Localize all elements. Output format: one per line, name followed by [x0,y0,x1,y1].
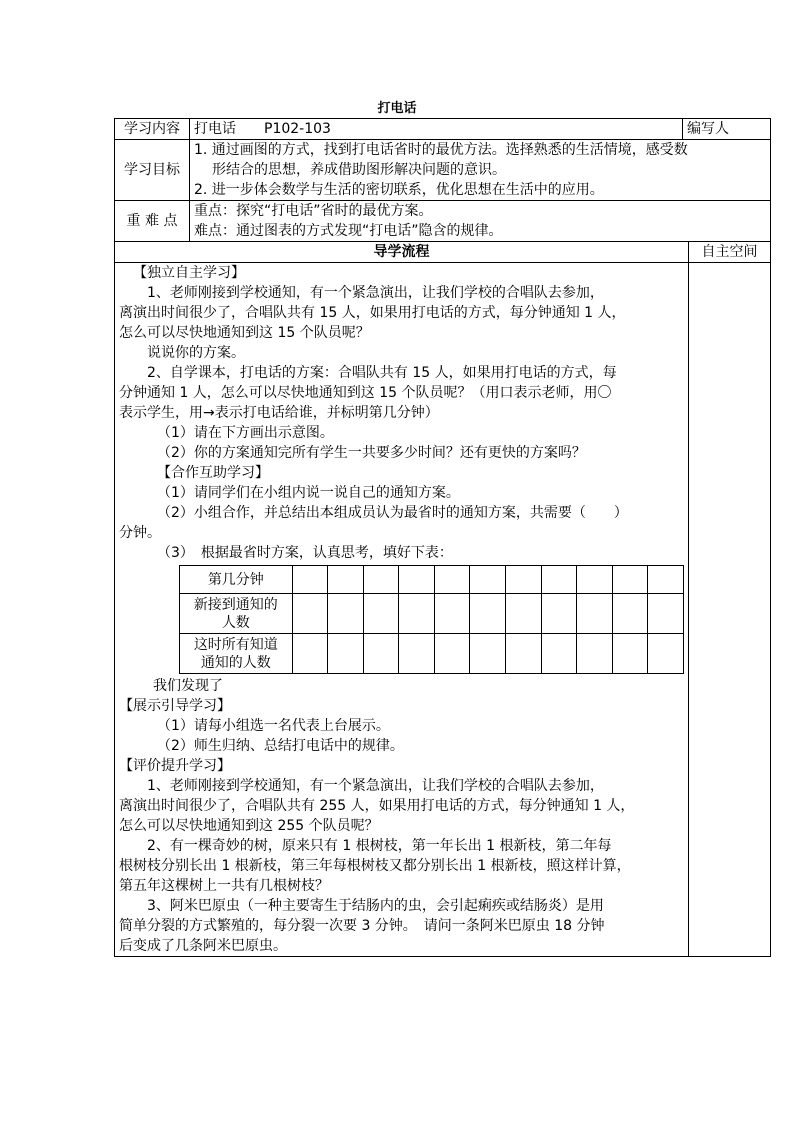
fill-cell[interactable] [612,594,648,634]
fill-cell[interactable] [292,566,328,594]
fill-cell[interactable] [470,594,506,634]
author-label: 编写人 [683,119,771,140]
keypoints-row [115,201,771,242]
flow-header-row [115,242,771,263]
lesson-plan-table [114,118,771,957]
fill-cell[interactable] [648,594,684,634]
content-row [115,119,771,140]
flow-body-row [115,263,771,957]
fill-cell[interactable] [399,594,435,634]
present-heading: 【展示引导学习】 [119,698,231,714]
fill-cell[interactable] [506,634,542,674]
evaluate-heading: 【评价提升学习】 [119,758,231,774]
fill-row-minute: 第几分钟 [180,566,684,594]
fill-cell[interactable] [577,634,613,674]
fill-cell[interactable] [292,594,328,634]
fill-cell[interactable] [541,566,577,594]
fill-cell[interactable] [470,566,506,594]
page-title: 打电话 [377,101,417,116]
fill-cell[interactable] [363,634,399,674]
goals-label: 学习目标 [115,140,190,201]
flow-body: 【独立自主学习】 1、老师刚接到学校通知，有一个紧急演出，让我们学校的合唱队去参加， 离演出时间很少了，合唱队共有 15 人，如果用打电话的方式，每分钟通知 1 人， 怎么可以尽快地通知到这 15 个队员呢？ 说说你的方案。 2、自学课本，打电话的方案：合唱队共有 15 人，如果用打电话的方式，每 分钟通知 1 人，怎么可以尽快地通知到这 15 个队员呢？（用口表示老师，用〇 表示学生，用→表示打电话给谁，并标明第几分钟） （1）请在下方画出示意图。 （2）你的方案通知完所有学生一共要多少时间？还有更快的方案吗？ 【合作互助学习】 （1）请同学们在小组内说一说自己的通知方案。 （2）小组合作，并总结出本组成员认为最省时的通知方案，共需要（ ） 分钟。 （3） 根据最省时方案，认真思考，填好下表： 第几分钟 新接到通知的 人数 这时所有知道 通知的人数 我们发现了 【展示引导学习】 （1）请每小组选一名代表上台展示。 （2）师生归纳、总结打电话中的规律。 【评价提升学习】 1、老师刚接到学校通知，有一个紧急演出，让我们学校的合唱队去参加， 离演出时间很少了，合唱队共有 255 人，如果用打电话的方式，每分钟通知 1 人， 怎么可以尽快地通知到这 255 个队员呢？ 2、有一棵奇妙的树，原来只有 1 根树枝，第一年长出 1 根新枝，第二年每 根树枝分别长出 1 根新枝，第三年每根树枝又都分别长出 1 根新枝，照这样计算， 第五年这棵树上一共有几根树枝？ 3、阿米巴原虫（一种主要寄生于结肠内的虫，会引起痢疾或结肠炎）是用 简单分裂的方式繁殖的，每分裂一次要 3 分钟。 请问一条阿米巴原虫 18 分钟 后变成了几条阿米巴原虫。 [115,263,689,957]
fill-cell[interactable] [470,634,506,674]
fill-cell[interactable] [399,566,435,594]
fill-cell[interactable] [292,634,328,674]
fill-in-table [179,565,684,674]
cooperate-heading: 【合作互助学习】 [157,465,269,481]
fill-cell[interactable] [506,566,542,594]
content-label: 学习内容 [115,119,190,140]
independent-heading: 【独立自主学习】 [133,265,245,281]
fill-cell[interactable] [434,634,470,674]
self-study-space[interactable] [689,263,771,957]
fill-cell[interactable] [541,594,577,634]
fill-cell[interactable] [363,566,399,594]
keypoints-content: 重点：探究“打电话”省时的最优方案。 难点：通过图表的方式发现“打电话”隐含的规律。 [190,201,771,242]
content-value: 打电话 P102-103 [190,119,683,140]
fill-cell[interactable] [612,566,648,594]
fill-cell[interactable] [328,594,364,634]
fill-cell[interactable] [648,566,684,594]
space-header: 自主空间 [689,242,771,263]
keypoints-label: 重 难 点 [115,201,190,242]
fill-row-new: 新接到通知的 人数 [180,594,684,634]
fill-cell[interactable] [363,594,399,634]
fill-cell[interactable] [577,566,613,594]
flow-header: 导学流程 [115,242,689,263]
fill-cell[interactable] [434,594,470,634]
fill-cell[interactable] [434,566,470,594]
fill-row-total: 这时所有知道 通知的人数 [180,634,684,674]
fill-cell[interactable] [399,634,435,674]
fill-cell[interactable] [328,634,364,674]
fill-cell[interactable] [541,634,577,674]
fill-cell[interactable] [328,566,364,594]
found-line: 我们发现了 [153,678,223,694]
fill-cell[interactable] [506,594,542,634]
goals-content: 1. 通过画图的方式，找到打电话省时的最优方法。选择熟悉的生活情境，感受数 形结合的思想，养成借助图形解决问题的意识。 2. 进一步体会数学与生活的密切联系，优化思想在生活中的应用。 [190,140,771,201]
goals-row [115,140,771,201]
fill-cell[interactable] [612,634,648,674]
fill-cell[interactable] [648,634,684,674]
fill-cell[interactable] [577,594,613,634]
